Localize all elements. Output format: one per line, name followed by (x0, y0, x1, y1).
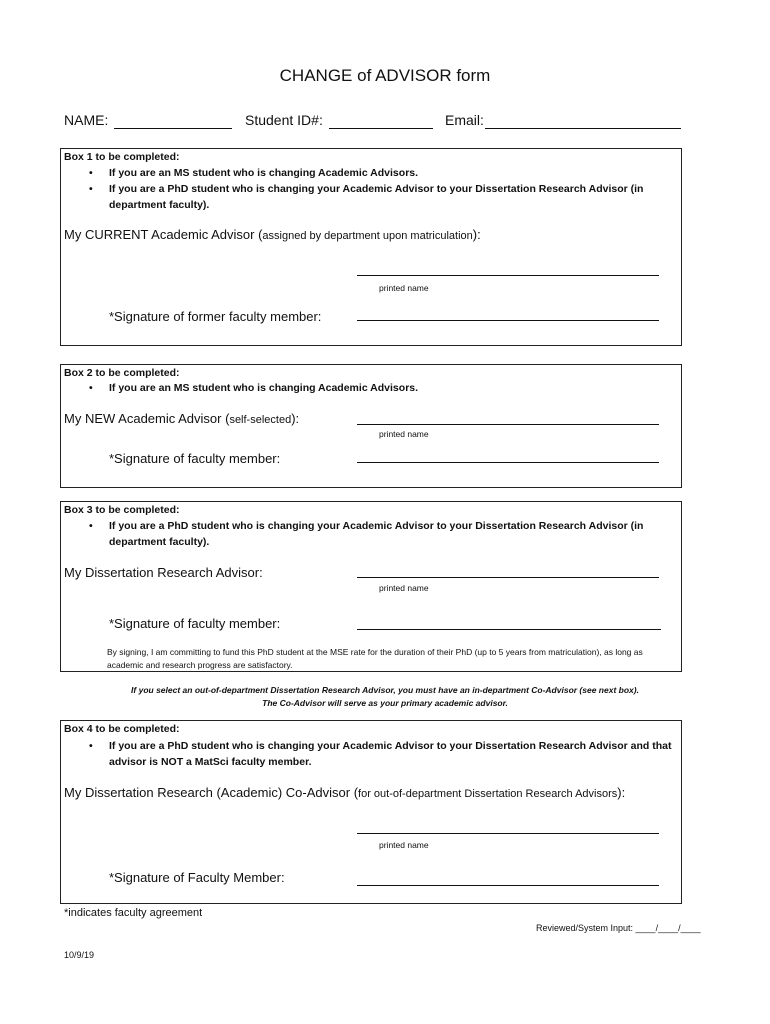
printed-name-caption: printed name (379, 429, 429, 439)
signature-label: *Signature of former faculty member: (109, 309, 322, 324)
faculty-signature-line[interactable] (357, 462, 659, 463)
faculty-agreement-note: *indicates faculty agreement (64, 907, 203, 919)
reviewed-system-input: Reviewed/System Input: ____/____/____ (536, 923, 701, 933)
funding-commitment-note: By signing, I am committing to fund this PhD student at the MSE rate for the duration of their PhD (up to 5 years from matriculation), as long as academic and research progress are satisfactory. (107, 647, 643, 670)
box-heading: Box 3 to be completed: (64, 504, 180, 516)
form-date: 10/9/19 (64, 950, 95, 960)
dissertation-advisor-label: My Dissertation Research Advisor: (64, 565, 263, 580)
form-title: CHANGE of ADVISOR form (279, 66, 491, 85)
faculty-signature-line[interactable] (357, 885, 659, 886)
email-label: Email: (445, 112, 484, 128)
new-advisor-label: My NEW Academic Advisor (self-selected): (64, 411, 300, 426)
faculty-signature-line[interactable] (357, 629, 661, 630)
co-advisor-label: My Dissertation Research (Academic) Co-Advisor (for out-of-department Dissertation Research Advisors): (64, 785, 626, 800)
box-1 (60, 148, 682, 346)
student-id-label: Student ID#: (245, 112, 323, 128)
bullet-item: • If you are a PhD student who is changing your Academic Advisor to your Dissertation Research Advisor (in department faculty). (89, 183, 644, 211)
box-heading: Box 2 to be completed: (64, 367, 180, 379)
box-heading: Box 4 to be completed: (64, 723, 180, 735)
dissertation-advisor-name-line[interactable] (357, 577, 659, 578)
new-advisor-name-line[interactable] (357, 424, 659, 425)
printed-name-caption: printed name (379, 840, 429, 850)
box-3 (60, 501, 682, 672)
printed-name-caption: printed name (379, 583, 429, 593)
signature-label: *Signature of faculty member: (109, 616, 281, 631)
co-advisor-requirement-note: If you select an out-of-department Dissertation Research Advisor, you must have an in-department Co-Advisor (see next box). (131, 685, 639, 695)
current-advisor-name-line[interactable] (357, 275, 659, 276)
signature-label: *Signature of faculty member: (109, 451, 281, 466)
box-4 (60, 720, 682, 904)
current-advisor-label: My CURRENT Academic Advisor (assigned by department upon matriculation): (64, 227, 481, 242)
box-2 (60, 364, 682, 488)
printed-name-caption: printed name (379, 283, 429, 293)
former-faculty-signature-line[interactable] (357, 320, 659, 321)
name-field[interactable] (114, 128, 232, 129)
co-advisor-role-note: The Co-Advisor will serve as your primary academic advisor. (262, 698, 508, 708)
bullet-item: • If you are an MS student who is changing Academic Advisors. (89, 382, 419, 394)
bullet-item: • If you are a PhD student who is changing your Academic Advisor to your Dissertation Research Advisor (in department faculty). (89, 520, 644, 548)
student-id-field[interactable] (329, 128, 433, 129)
signature-label: *Signature of Faculty Member: (109, 870, 285, 885)
co-advisor-name-line[interactable] (357, 833, 659, 834)
name-label: NAME: (64, 112, 109, 128)
bullet-item: • If you are a PhD student who is changing your Academic Advisor to your Dissertation Research Advisor and that advisor is NOT a MatSci faculty member. (89, 740, 672, 768)
email-field[interactable] (485, 128, 681, 129)
bullet-item: • If you are an MS student who is changing Academic Advisors. (89, 167, 419, 179)
box-heading: Box 1 to be completed: (64, 151, 180, 163)
